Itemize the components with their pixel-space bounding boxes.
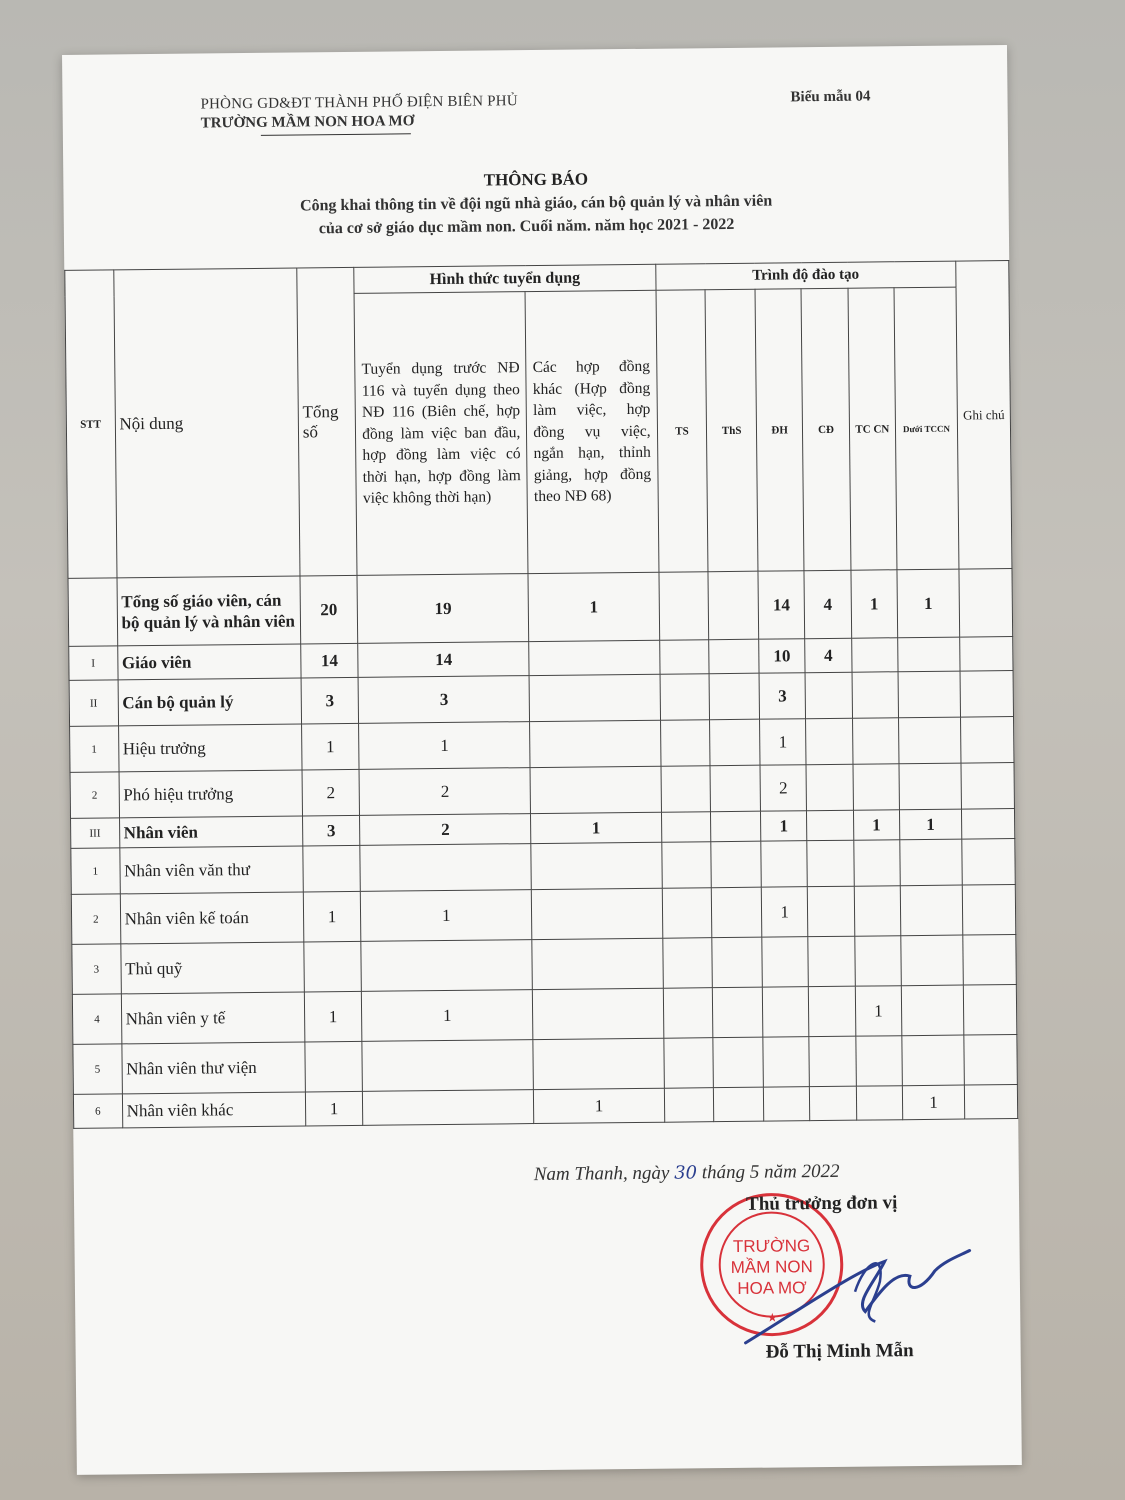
cell-total: 1 [301,723,359,770]
signer-role: Thủ trưởng đơn vị [745,1192,898,1215]
cell-ths [711,841,761,888]
cell-content: Nhân viên khác [122,1092,306,1128]
header-recruit-b: Các hợp đồng khác (Hợp đồng làm việc, hợp đồng vụ việc, ngắn hạn, thỉnh giảng, hợp đồng theo NĐ 68) [525,290,658,573]
cell-recruit-a: 19 [357,574,529,644]
cell-content: Nhân viên thư viện [121,1042,305,1094]
cell-content: Nhân viên y tế [121,992,305,1044]
signature [734,1230,975,1353]
svg-text:MẦM NON: MẦM NON [730,1257,813,1278]
cell-dh: 2 [760,765,807,811]
header-recruit-a: Tuyển dụng trước NĐ 116 và tuyển dụng theo NĐ 116 (Biên chế, hợp đồng làm việc ban đầu, hợp đồng làm việc có thời hạn, hợp đồng làm việc không thời hạn) [354,292,528,576]
cell-dh [762,987,809,1037]
cell-ths [712,937,762,988]
cell-total [304,941,362,992]
cell-ts [664,1088,714,1123]
cell-tccn: 1 [853,810,900,840]
cell-dh [761,841,808,887]
cell-content: Cán bộ quản lý [118,678,302,726]
cell-content: Tổng số giáo viên, cán bộ quản lý và nhân viên [117,576,301,646]
cell-total: 3 [301,677,359,724]
cell-total: 20 [300,575,358,644]
header-content: Nội dung [113,268,299,578]
cell-recruit-a [362,1040,534,1092]
cell-note [961,763,1015,810]
cell-note [962,839,1016,886]
cell-stt [68,578,117,647]
cell-tccn: 1 [851,570,898,638]
cell-ths [713,987,763,1038]
header-ts: TS [656,290,709,573]
svg-text:TRƯỜNG: TRƯỜNG [732,1236,811,1256]
header-cd: CĐ [801,288,850,570]
cell-ths [714,1087,764,1122]
cell-stt: 1 [70,726,119,773]
cell-tccn [852,718,899,764]
form-number: Biểu mẫu 04 [790,88,871,106]
cell-note [959,569,1013,638]
cell-note [960,717,1014,764]
cell-note [960,671,1014,718]
cell-stt: 6 [73,1094,122,1129]
cell-ths [713,1037,763,1088]
cell-ts [660,674,710,721]
cell-ts [662,938,712,989]
cell-recruit-b: 1 [534,1088,665,1123]
cell-recruit-b [533,988,664,1039]
cell-stt: 2 [70,772,119,819]
table-row [68,569,1013,647]
cell-ths [710,765,760,812]
cell-duoi-tccn [898,671,960,718]
cell-note [964,1035,1018,1086]
cell-dh: 1 [760,811,807,841]
cell-content: Hiệu trưởng [118,724,302,772]
cell-duoi-tccn [901,935,963,986]
cell-cd [806,764,853,810]
header-total: Tổng số [297,267,358,576]
cell-duoi-tccn: 1 [897,569,960,638]
staff-table [64,260,1018,1129]
cell-stt: II [69,680,118,727]
cell-stt: 3 [72,944,121,995]
document-subtitle-1: Công khai thông tin về đội ngũ nhà giáo, cán bộ quản lý và nhân viên [299,192,773,215]
cell-total [305,1041,363,1092]
cell-ths [712,887,762,938]
cell-stt: I [69,646,118,681]
cell-content: Phó hiệu trưởng [119,770,303,818]
cell-dh: 1 [759,719,806,765]
table-body [68,569,1018,1129]
cell-stt: 1 [71,848,120,895]
cell-duoi-tccn [898,637,960,672]
cell-total: 1 [304,991,362,1042]
cell-recruit-a [360,844,532,892]
cell-cd [807,840,854,886]
school-underline [261,133,411,136]
header-duoi-tccn: Dưới TCCN [894,287,959,570]
header-recruitment-group: Hình thức tuyển dụng [354,264,656,293]
cell-note [961,809,1014,840]
header-left [200,92,518,133]
cell-ths [711,811,761,842]
cell-cd [808,886,855,936]
cell-recruit-a: 2 [359,768,531,816]
cell-ths [709,673,759,720]
cell-dh: 3 [759,673,806,719]
department-name: PHÒNG GD&ĐT THÀNH PHỐ ĐIỆN BIÊN PHỦ [200,93,518,113]
date-month: 5 [749,1161,760,1183]
cell-recruit-a: 1 [361,890,533,942]
cell-tccn [854,936,901,986]
cell-ts [662,888,712,939]
header-training-group: Trình độ đào tạo [655,261,956,290]
cell-note [960,637,1013,672]
cell-dh [763,1087,810,1121]
cell-tccn [851,638,898,672]
cell-tccn [853,764,900,810]
cell-total: 14 [301,643,359,678]
cell-dh [763,1037,810,1087]
signer-name: Đỗ Thị Minh Mẫn [765,1340,914,1363]
cell-cd [809,986,856,1036]
cell-recruit-a [363,1090,534,1126]
cell-ts [659,640,709,675]
cell-total [303,845,361,892]
cell-ths [710,719,760,766]
cell-ts [663,988,713,1039]
cell-dh: 10 [759,639,806,673]
cell-recruit-a: 14 [358,642,529,678]
cell-cd [809,1036,856,1086]
cell-ts [661,812,711,843]
cell-dh: 14 [758,571,805,639]
header-dh: ĐH [755,289,804,571]
cell-cd [810,1086,857,1120]
date-year: năm 2022 [763,1160,840,1183]
header-tccn: TC CN [848,288,897,570]
cell-tccn [856,1036,903,1086]
cell-ts [663,1038,713,1089]
svg-text:★: ★ [766,1310,778,1325]
cell-recruit-b [530,720,661,767]
cell-tccn [856,1086,903,1120]
cell-duoi-tccn: 1 [902,1085,964,1120]
date-day: 30 [674,1162,698,1184]
date-month-label: tháng [701,1161,746,1184]
cell-recruit-b: 1 [531,812,662,843]
document-page [62,45,1022,1475]
cell-note [962,885,1016,936]
cell-stt: 2 [71,894,120,945]
cell-ts [661,766,711,813]
cell-cd [807,810,854,840]
cell-recruit-b [529,674,660,721]
cell-content: Nhân viên kế toán [120,892,304,944]
cell-duoi-tccn [900,885,962,936]
cell-total: 1 [305,1091,363,1126]
header-stt: STT [65,270,117,578]
cell-content: Giáo viên [117,644,301,680]
cell-cd [805,672,852,718]
cell-dh: 1 [761,887,808,937]
cell-recruit-b [529,640,660,675]
svg-text:HOA MƠ: HOA MƠ [737,1278,807,1298]
cell-duoi-tccn [899,763,961,810]
cell-tccn [853,840,900,886]
cell-stt: 4 [72,994,121,1045]
cell-recruit-a: 2 [360,814,531,846]
cell-ts [659,572,709,641]
cell-recruit-b [530,766,661,813]
cell-stt: III [71,818,120,849]
cell-note [963,985,1017,1036]
cell-tccn [852,672,899,718]
date-prefix: Nam Thanh, ngày [533,1162,670,1186]
cell-tccn: 1 [855,986,902,1036]
cell-cd: 4 [804,570,851,638]
cell-content: Thủ quỹ [120,942,304,994]
cell-recruit-b [533,1038,664,1089]
cell-cd [806,718,853,764]
cell-duoi-tccn [899,717,961,764]
cell-content: Nhân viên văn thư [119,846,303,894]
cell-recruit-a: 3 [358,676,530,724]
cell-recruit-a [361,940,533,992]
cell-note [964,1085,1017,1120]
cell-cd [808,936,855,986]
cell-ths [709,639,759,674]
document-title: THÔNG BÁO [483,169,589,190]
footer-date [534,1161,840,1186]
cell-content: Nhân viên [119,816,303,848]
cell-recruit-b [531,842,662,889]
cell-stt: 5 [73,1044,122,1095]
cell-total: 2 [302,769,360,816]
cell-total: 3 [302,815,360,846]
cell-recruit-a: 1 [359,722,531,770]
cell-ths [708,571,758,640]
cell-duoi-tccn [902,1035,964,1086]
cell-note [963,935,1017,986]
cell-ts [660,720,710,767]
cell-recruit-a: 1 [362,990,534,1042]
header-ths: ThS [705,289,758,572]
document-subtitle-2: của cơ sở giáo dục mầm non. Cuối năm. năm học 2021 - 2022 [318,215,735,238]
cell-duoi-tccn [901,985,963,1036]
cell-ts [661,842,711,889]
cell-tccn [854,886,901,936]
cell-duoi-tccn [900,839,962,886]
cell-duoi-tccn: 1 [900,809,962,840]
school-name: TRƯỜNG MẦM NON HOA MƠ [200,113,415,132]
header-note: Ghi chú [956,261,1012,570]
cell-total: 1 [303,891,361,942]
cell-dh [762,937,809,987]
cell-recruit-b [532,938,663,989]
cell-cd: 4 [805,638,852,672]
cell-recruit-b [532,888,663,939]
cell-recruit-b: 1 [528,572,659,641]
